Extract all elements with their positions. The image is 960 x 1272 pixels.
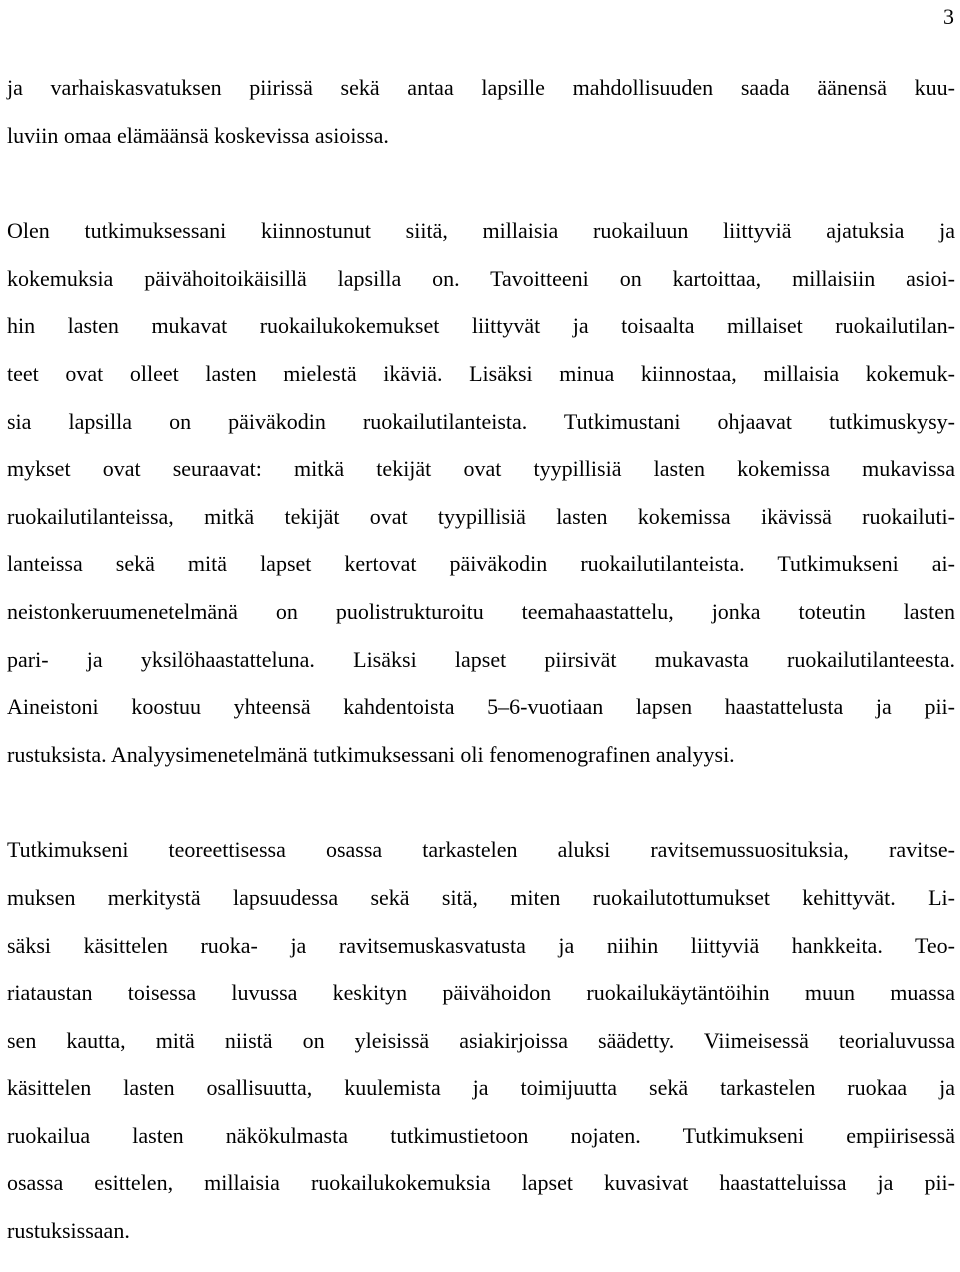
- text-line: osassa esittelen, millaisia ruokailukokemuksia lapset kuvasivat haastatteluissa ja pii-: [7, 1170, 955, 1196]
- text-line: pari- ja yksilöhaastatteluna. Lisäksi lapset piirsivät mukavasta ruokailutilanteesta.: [7, 646, 955, 672]
- text-line: luviin omaa elämäänsä koskevissa asioissa.: [7, 122, 389, 148]
- text-line: hin lasten mukavat ruokailukokemukset liittyvät ja toisaalta millaiset ruokailutilan-: [7, 313, 955, 339]
- text-line: kokemuksia päivähoitoikäisillä lapsilla on. Tavoitteeni on kartoittaa, millaisiin asioi-: [7, 265, 955, 291]
- text-line: rustuksista. Analyysimenetelmänä tutkimuksessani oli fenomenografinen analyysi.: [7, 741, 735, 767]
- page-number: 3: [943, 4, 954, 29]
- text-line: ruokailutilanteissa, mitkä tekijät ovat tyypillisiä lasten kokemissa ikävissä ruokailuti-: [7, 503, 955, 529]
- paragraph-3: [7, 826, 955, 1254]
- text-line: Aineistoni koostuu yhteensä kahdentoista 5–6-vuotiaan lapsen haastattelusta ja pii-: [7, 694, 955, 720]
- text-line: neistonkeruumenetelmänä on puolistrukturoitu teemahaastattelu, jonka toteutin lasten: [7, 598, 955, 624]
- text-line: muksen merkitystä lapsuudessa sekä sitä, miten ruokailutottumukset kehittyvät. Li-: [7, 884, 955, 910]
- paragraph-1: [7, 64, 955, 159]
- text-line: sen kautta, mitä niistä on yleisissä asiakirjoissa säädetty. Viimeisessä teorialuvussa: [7, 1027, 955, 1053]
- text-line: Tutkimukseni teoreettisessa osassa tarkastelen aluksi ravitsemussuosituksia, ravitse-: [7, 837, 955, 863]
- text-line: Olen tutkimuksessani kiinnostunut siitä, millaisia ruokailuun liittyviä ajatuksia ja: [7, 218, 955, 244]
- text-line: ruokailua lasten näkökulmasta tutkimustietoon nojaten. Tutkimukseni empiirisessä: [7, 1122, 955, 1148]
- text-line: säksi käsittelen ruoka- ja ravitsemuskasvatusta ja niihin liittyviä hankkeita. Teo-: [7, 932, 955, 958]
- text-line: käsittelen lasten osallisuutta, kuulemista ja toimijuutta sekä tarkastelen ruokaa ja: [7, 1075, 955, 1101]
- text-line: sia lapsilla on päiväkodin ruokailutilanteista. Tutkimustani ohjaavat tutkimuskysy-: [7, 408, 955, 434]
- text-line: ja varhaiskasvatuksen piirissä sekä antaa lapsille mahdollisuuden saada äänensä kuu-: [7, 75, 955, 100]
- text-line: rustuksissaan.: [7, 1218, 130, 1244]
- paragraph-2: [7, 207, 955, 778]
- body-text: [7, 64, 955, 1255]
- text-line: mykset ovat seuraavat: mitkä tekijät ovat tyypillisiä lasten kokemissa mukavissa: [7, 456, 955, 482]
- text-line: riataustan toisessa luvussa keskityn päivähoidon ruokailukäytäntöihin muun muassa: [7, 980, 955, 1006]
- text-line: teet ovat olleet lasten mielestä ikäviä. Lisäksi minua kiinnostaa, millaisia kokemuk-: [7, 360, 955, 386]
- text-line: lanteissa sekä mitä lapset kertovat päiväkodin ruokailutilanteista. Tutkimukseni ai-: [7, 551, 955, 577]
